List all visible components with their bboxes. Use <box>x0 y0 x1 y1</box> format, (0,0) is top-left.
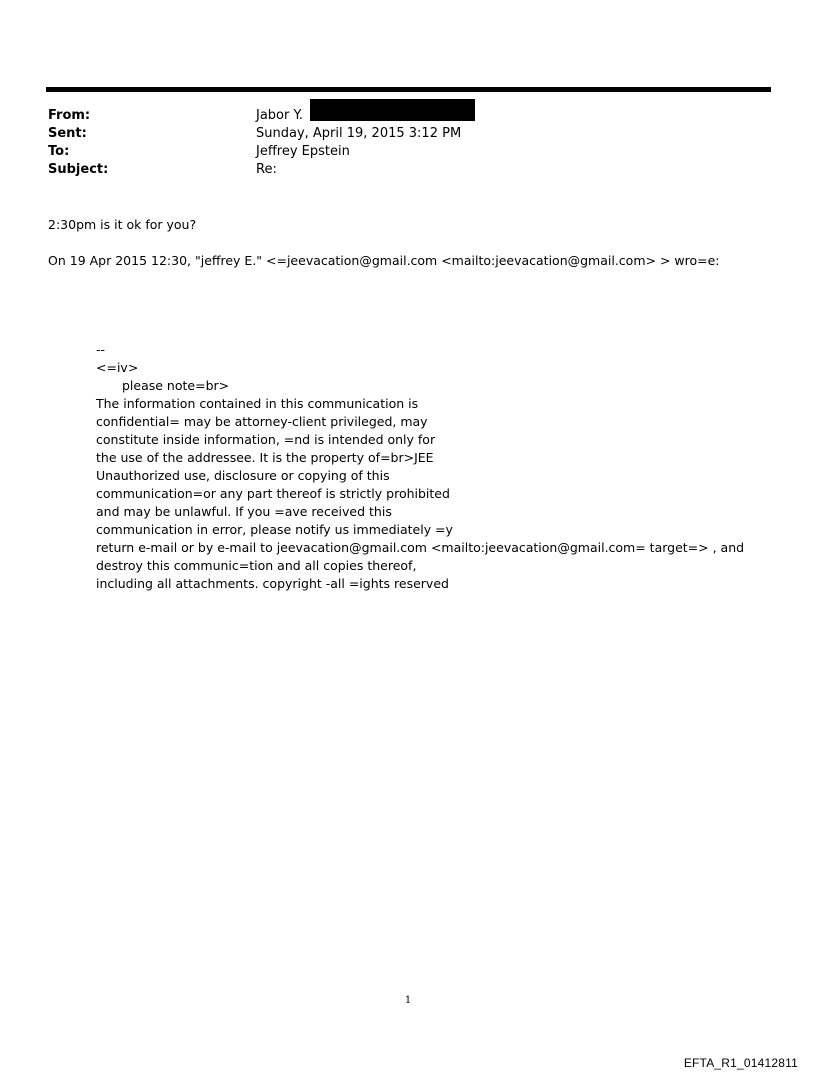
signature-line: and may be unlawful. If you =ave received this <box>96 504 392 519</box>
signature-line: please note=br> <box>122 378 230 393</box>
from-value: Jabor Y. <box>256 108 303 123</box>
signature-line: -- <box>96 342 106 357</box>
page-number: 1 <box>404 995 412 1006</box>
signature-line: destroy this communic=tion and all copies thereof, <box>96 558 417 573</box>
signature-line: return e-mail or by e-mail to jeevacation@gmail.com <mailto:jeevacation@gmail.com= target=> , and <box>96 540 745 555</box>
signature-line: confidential= may be attorney-client privileged, may <box>96 414 428 429</box>
from-label: From: <box>48 108 91 123</box>
to-value: Jeffrey Epstein <box>256 144 350 159</box>
quoted-signature <box>96 341 744 593</box>
header-rule <box>46 87 771 92</box>
signature-line: Unauthorized use, disclosure or copying of this <box>96 468 390 483</box>
signature-line: The information contained in this communication is <box>96 396 419 411</box>
to-label: To: <box>48 144 70 159</box>
signature-line: the use of the addressee. It is the property of=br>JEE <box>96 450 434 465</box>
subject-value: Re: <box>256 162 277 177</box>
sent-value: Sunday, April 19, 2015 3:12 PM <box>256 126 462 141</box>
bates-number: EFTA_R1_01412811 <box>683 1056 798 1070</box>
subject-label: Subject: <box>48 162 109 177</box>
quote-intro: On 19 Apr 2015 12:30, "jeffrey E." <=jeevacation@gmail.com <mailto:jeevacation@gmail.com> > wro=e: <box>48 253 720 268</box>
reply-text: 2:30pm is it ok for you? <box>48 217 197 232</box>
redaction-block <box>310 99 475 121</box>
signature-line: communication in error, please notify us immediately =y <box>96 522 453 537</box>
signature-line: including all attachments. copyright -all =ights reserved <box>96 576 449 591</box>
sent-label: Sent: <box>48 126 87 141</box>
signature-line: constitute inside information, =nd is intended only for <box>96 432 436 447</box>
signature-line: communication=or any part thereof is strictly prohibited <box>96 486 450 501</box>
signature-line: <=iv> <box>96 360 139 375</box>
